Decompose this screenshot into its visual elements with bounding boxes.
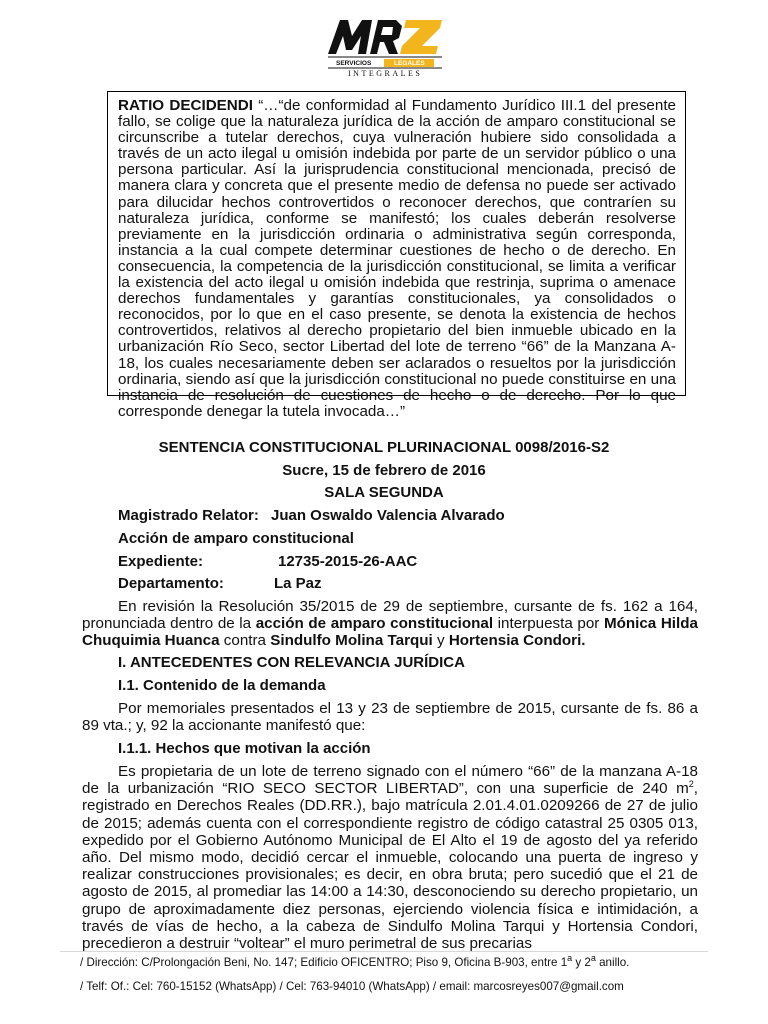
departamento-value: La Paz [274,575,322,592]
accion-field: Acción de amparo constitucional [118,530,354,547]
intro-bold-accion: acción de amparo constitucional [255,615,494,633]
hechos-superscript: 2 [688,779,694,790]
departamento-field [118,575,322,592]
intro-text-1: En revisión la Resolución 35/2015 de 29 de septiembre, cursante de fs. 162 a 164, pronunciada dentro de la [82,598,698,633]
footer-sup-2: a [590,953,596,964]
hechos-text-1: Es propietaria de un lote de terreno signado con el número “66” de la manzana A-18 de la urbanización “RIO SECO SECTOR LIBERTAD”, con una superficie de 240 m [82,763,698,798]
hechos-text-2: , registrado en Derechos Reales (DD.RR.), bajo matrícula 2.01.4.01.0209266 de 27 de julio de 2015; además cuenta con el correspondiente registro de código catastral 25 0305 013, expedido por el Gobierno Autónomo Municipal de El Alto el 19 de agosto del ya referido año. Del mismo modo, decidió cercar el inmueble, colocando una puerta de ingreso y realizar construcciones provisionales; es decir, en obra bruta; pero sucedió que el 21 de agosto de 2015, al promediar las 14:00 a 14:30, desconociendo su derecho propietario, un grupo de aproximadamente diez personas, ejerciendo violencia física e intimidación, a través de vías de hecho, a la cabeza de Sindulfo Molina Tarqui y Hortensia Condori, precedieron a destruir “voltear” el muro perimetral de sus precarias [82,780,698,953]
logo-word-servicios: SERVICIOS [336,60,372,67]
footer-address-text-2: y 2 [572,956,591,969]
hechos-paragraph [82,763,698,952]
logo-word-legales: LEGALES [394,60,425,67]
logo-letter-m [328,20,372,54]
footer-address [80,953,698,969]
intro-bold-demandado-1: Sindulfo Molina Tarqui [270,632,433,650]
logo-letter-r-hole [381,27,393,35]
intro-text-3: contra [219,632,271,650]
section-hechos: I.1.1. Hechos que motivan la acción [118,740,371,757]
footer-divider [60,951,708,952]
logo-letter-z [400,20,442,54]
magistrado-label: Magistrado Relator: [118,507,259,524]
mrz-logo-graphic [326,10,444,78]
memoriales-text: Por memoriales presentados el 13 y 23 de septiembre de 2015, cursante de fs. 86 a 89 vta.; y, 92 la accionante manifestó que: [82,700,698,735]
section-antecedentes: I. ANTECEDENTES CON RELEVANCIA JURÍDICA [118,654,465,671]
intro-bold-demandado-2: Hortensia Condori. [448,632,586,650]
logo-word-integrales: INTEGRALES [348,69,423,78]
sentencia-date: Sucre, 15 de febrero de 2016 [282,462,486,479]
expediente-field [118,553,418,570]
memoriales-paragraph [82,700,698,734]
sala-heading: SALA SEGUNDA [324,484,444,501]
sentencia-title: SENTENCIA CONSTITUCIONAL PLURINACIONAL 0098/2016-S2 [158,439,610,456]
expediente-value: 12735-2015-26-AAC [278,553,418,570]
magistrado-field [118,507,505,524]
footer-contact: / Telf: Of.: Cel: 760-15152 (WhatsApp) / Cel: 763-94010 (WhatsApp) / email: marcosreyes007@gmail.com [80,980,624,993]
intro-text-4: y [432,632,449,650]
footer-address-text-3: anillo. [595,956,630,969]
expediente-label: Expediente: [118,553,204,570]
section-contenido-demanda: I.1. Contenido de la demanda [118,677,326,694]
intro-text-2: interpuesta por [493,615,604,633]
mrz-logo [326,10,444,78]
ratio-label: RATIO DECIDENDI [118,97,253,114]
ratio-text: “…“de conformidad al Fundamento Jurídico III.1 del presente fallo, se colige que la naturaleza jurídica de la acción de amparo constitucional se circunscribe a tutelar derechos, cuya vulneración hubiere sido consolidada a través de un acto ilegal u omisión indebida por parte de un servidor público o una persona particular. Así la jurisprudencia constitucional mencionada, precisó de manera clara y concreta que el presente medio de defensa no puede ser activado para dilucidar hechos controvertidos o reconocer derechos, que contraríen su naturaleza jurídica, conforme se manifestó; los cuales deberán resolverse previamente en la jurisdicción ordinaria o administrativa según corresponda, instancia a la cual compete determinar cuestiones de hecho o de derecho. En consecuencia, la competencia de la jurisdicción constitucional, se limita a verificar la existencia del acto ilegal u omisión indebida que restrinja, suprima o amenace derechos fundamentales y garantías constitucionales, ya consolidados o reconocidos, por lo que en el caso presente, se denota la existencia de hechos controvertidos, relativos al derecho propietario del bien inmueble ubicado en la urbanización Río Seco, sector Libertad del lote de terreno “66” de la Manzana A-18, los cuales necesariamente deben ser aclarados o resueltos por la jurisdicción ordinaria, siendo así que la jurisdicción constitucional no puede constituirse en una instancia de resolución de cuestiones de hecho o de derecho. Por lo que corresponde denegar la tutela invocada…” [118,97,676,420]
ratio-decidendi-box [107,91,686,420]
departamento-label: Departamento: [118,575,224,592]
intro-bold-accionante: Mónica Hilda Chuquimia Huanca [82,615,698,650]
logo-letter-r [370,20,402,54]
magistrado-value: Juan Oswaldo Valencia Alvarado [271,507,505,524]
footer-address-text: / Dirección: C/Prolongación Beni, No. 147; Edificio OFICENTRO; Piso 9, Oficina B-903, entre 1 [80,956,568,969]
footer-sup-1: a [567,953,573,964]
intro-paragraph [82,598,698,650]
